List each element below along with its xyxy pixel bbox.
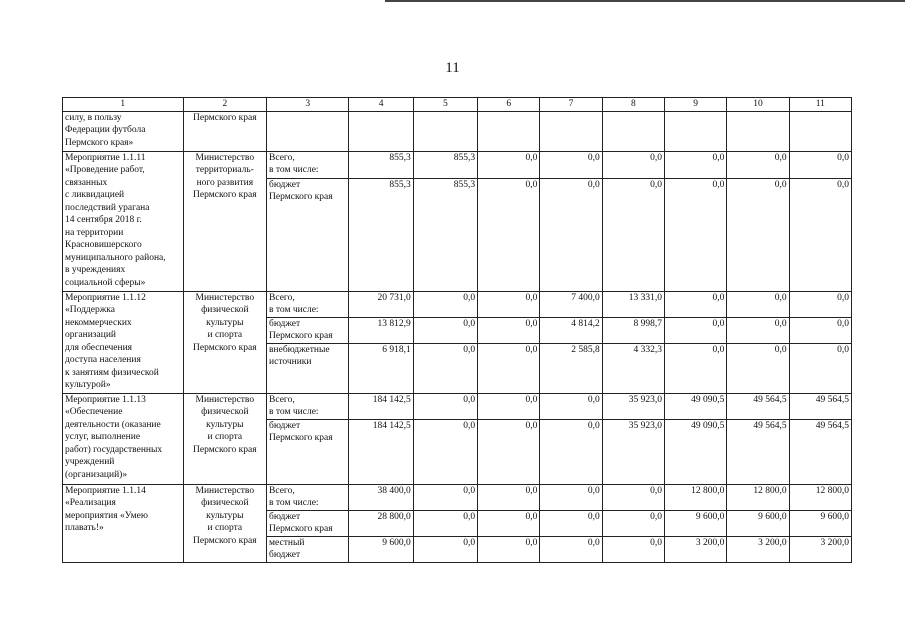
value-cell: 0,0	[727, 291, 789, 317]
executor: Министерство физической культуры и спорта Пермского края	[183, 393, 266, 484]
value-cell: 0,0	[478, 419, 540, 484]
value-cell: 0,0	[602, 484, 664, 510]
value-cell: 13 812,9	[349, 317, 413, 343]
value-cell: 49 090,5	[665, 419, 727, 484]
value-cell: 9 600,0	[789, 510, 851, 536]
value-cell: 49 564,5	[789, 419, 851, 484]
value-cell: 0,0	[789, 291, 851, 317]
value-cell: 7 400,0	[540, 291, 602, 317]
funding-source: Всего, в том числе:	[267, 393, 349, 419]
value-cell: 3 200,0	[789, 536, 851, 562]
table-row	[63, 151, 852, 178]
measure-name: Мероприятие 1.1.13 «Обеспечение деятельности (оказание услуг, выполнение работ) государственных учреждений (организаций)»	[63, 393, 184, 484]
value-cell: 0,0	[602, 178, 664, 291]
value-cell: 855,3	[349, 178, 413, 291]
value-cell: 4 332,3	[602, 343, 664, 393]
value-cell: 0,0	[478, 393, 540, 419]
value-cell: 0,0	[413, 419, 477, 484]
value-cell: 0,0	[413, 536, 477, 562]
executor: Министерство территориаль- ного развития Пермского края	[183, 151, 266, 291]
column-number: 1	[63, 98, 184, 112]
value-cell: 12 800,0	[789, 484, 851, 510]
funding-source: местный бюджет	[267, 536, 349, 562]
value-cell: 3 200,0	[727, 536, 789, 562]
value-cell: 0,0	[478, 178, 540, 291]
funding-source: Всего, в том числе:	[267, 151, 349, 178]
value-cell: 35 923,0	[602, 419, 664, 484]
value-cell: 0,0	[602, 536, 664, 562]
value-cell: 0,0	[540, 178, 602, 291]
value-cell: 12 800,0	[727, 484, 789, 510]
continuation-row	[63, 111, 852, 151]
value-cell: 38 400,0	[349, 484, 413, 510]
value-cell: 20 731,0	[349, 291, 413, 317]
value-cell: 0,0	[727, 178, 789, 291]
value-cell: 12 800,0	[665, 484, 727, 510]
column-number: 4	[349, 98, 413, 112]
value-cell: 0,0	[478, 151, 540, 178]
value-cell: 855,3	[413, 151, 477, 178]
value-cell: 184 142,5	[349, 393, 413, 419]
value-cell: 3 200,0	[665, 536, 727, 562]
column-number: 3	[267, 98, 349, 112]
value-cell: 0,0	[478, 510, 540, 536]
top-rule	[385, 0, 905, 2]
value-cell: 9 600,0	[349, 536, 413, 562]
column-number: 8	[602, 98, 664, 112]
value-cell: 0,0	[665, 343, 727, 393]
measure-name: Мероприятие 1.1.11 «Проведение работ, связанных с ликвидацией последствий урагана 14 сентября 2018 г. на территории Красновишерского муниципального района, в учреждениях социальной сферы»	[63, 151, 184, 291]
value-cell: 0,0	[602, 510, 664, 536]
value-cell: 0,0	[413, 291, 477, 317]
column-number: 11	[789, 98, 851, 112]
value-cell: 0,0	[540, 536, 602, 562]
value-cell: 0,0	[540, 510, 602, 536]
value-cell: 0,0	[478, 317, 540, 343]
value-cell: 35 923,0	[602, 393, 664, 419]
value-cell: 4 814,2	[540, 317, 602, 343]
executor: Пермского края	[183, 111, 266, 151]
measure-name: Мероприятие 1.1.12 «Поддержка некоммерческих организаций для обеспечения доступа населения к занятиям физической культурой»	[63, 291, 184, 393]
measure-name: силу, в пользу Федерации футбола Пермского края»	[63, 111, 184, 151]
column-number: 2	[183, 98, 266, 112]
column-number: 6	[478, 98, 540, 112]
value-cell: 0,0	[478, 484, 540, 510]
value-cell: 0,0	[727, 343, 789, 393]
column-number: 5	[413, 98, 477, 112]
executor: Министерство физической культуры и спорта Пермского края	[183, 291, 266, 393]
funding-source: бюджет Пермского края	[267, 178, 349, 291]
value-cell: 49 564,5	[727, 393, 789, 419]
value-cell: 0,0	[602, 151, 664, 178]
value-cell: 0,0	[789, 151, 851, 178]
value-cell: 0,0	[478, 291, 540, 317]
column-number-row	[63, 98, 852, 112]
funding-source: внебюджетные источники	[267, 343, 349, 393]
value-cell: 0,0	[478, 343, 540, 393]
value-cell: 0,0	[413, 484, 477, 510]
value-cell: 0,0	[665, 178, 727, 291]
value-cell: 0,0	[540, 393, 602, 419]
funding-source: Всего, в том числе:	[267, 484, 349, 510]
value-cell: 184 142,5	[349, 419, 413, 484]
funding-source: бюджет Пермского края	[267, 510, 349, 536]
column-number: 10	[727, 98, 789, 112]
value-cell: 0,0	[789, 343, 851, 393]
budget-table	[62, 97, 852, 563]
value-cell: 0,0	[727, 151, 789, 178]
value-cell: 0,0	[540, 419, 602, 484]
value-cell: 2 585,8	[540, 343, 602, 393]
value-cell: 49 090,5	[665, 393, 727, 419]
funding-source: Всего, в том числе:	[267, 291, 349, 317]
funding-source: бюджет Пермского края	[267, 317, 349, 343]
value-cell: 6 918,1	[349, 343, 413, 393]
value-cell: 0,0	[665, 151, 727, 178]
funding-source: бюджет Пермского края	[267, 419, 349, 484]
value-cell: 9 600,0	[727, 510, 789, 536]
value-cell: 0,0	[540, 484, 602, 510]
value-cell: 0,0	[727, 317, 789, 343]
value-cell: 9 600,0	[665, 510, 727, 536]
value-cell: 8 998,7	[602, 317, 664, 343]
value-cell: 28 800,0	[349, 510, 413, 536]
column-number: 7	[540, 98, 602, 112]
column-number: 9	[665, 98, 727, 112]
value-cell: 0,0	[665, 317, 727, 343]
value-cell: 0,0	[413, 317, 477, 343]
value-cell: 0,0	[789, 317, 851, 343]
value-cell: 0,0	[665, 291, 727, 317]
value-cell: 0,0	[413, 343, 477, 393]
table-row	[63, 393, 852, 419]
value-cell: 49 564,5	[727, 419, 789, 484]
value-cell: 0,0	[478, 536, 540, 562]
table-row	[63, 291, 852, 317]
value-cell: 0,0	[413, 393, 477, 419]
measure-name: Мероприятие 1.1.14 «Реализация мероприятия «Умею плавать!»	[63, 484, 184, 562]
executor: Министерство физической культуры и спорта Пермского края	[183, 484, 266, 562]
value-cell: 855,3	[349, 151, 413, 178]
value-cell: 13 331,0	[602, 291, 664, 317]
value-cell: 0,0	[413, 510, 477, 536]
page-number: 11	[445, 60, 460, 76]
value-cell: 49 564,5	[789, 393, 851, 419]
table-row	[63, 484, 852, 510]
value-cell: 855,3	[413, 178, 477, 291]
value-cell: 0,0	[540, 151, 602, 178]
value-cell: 0,0	[789, 178, 851, 291]
